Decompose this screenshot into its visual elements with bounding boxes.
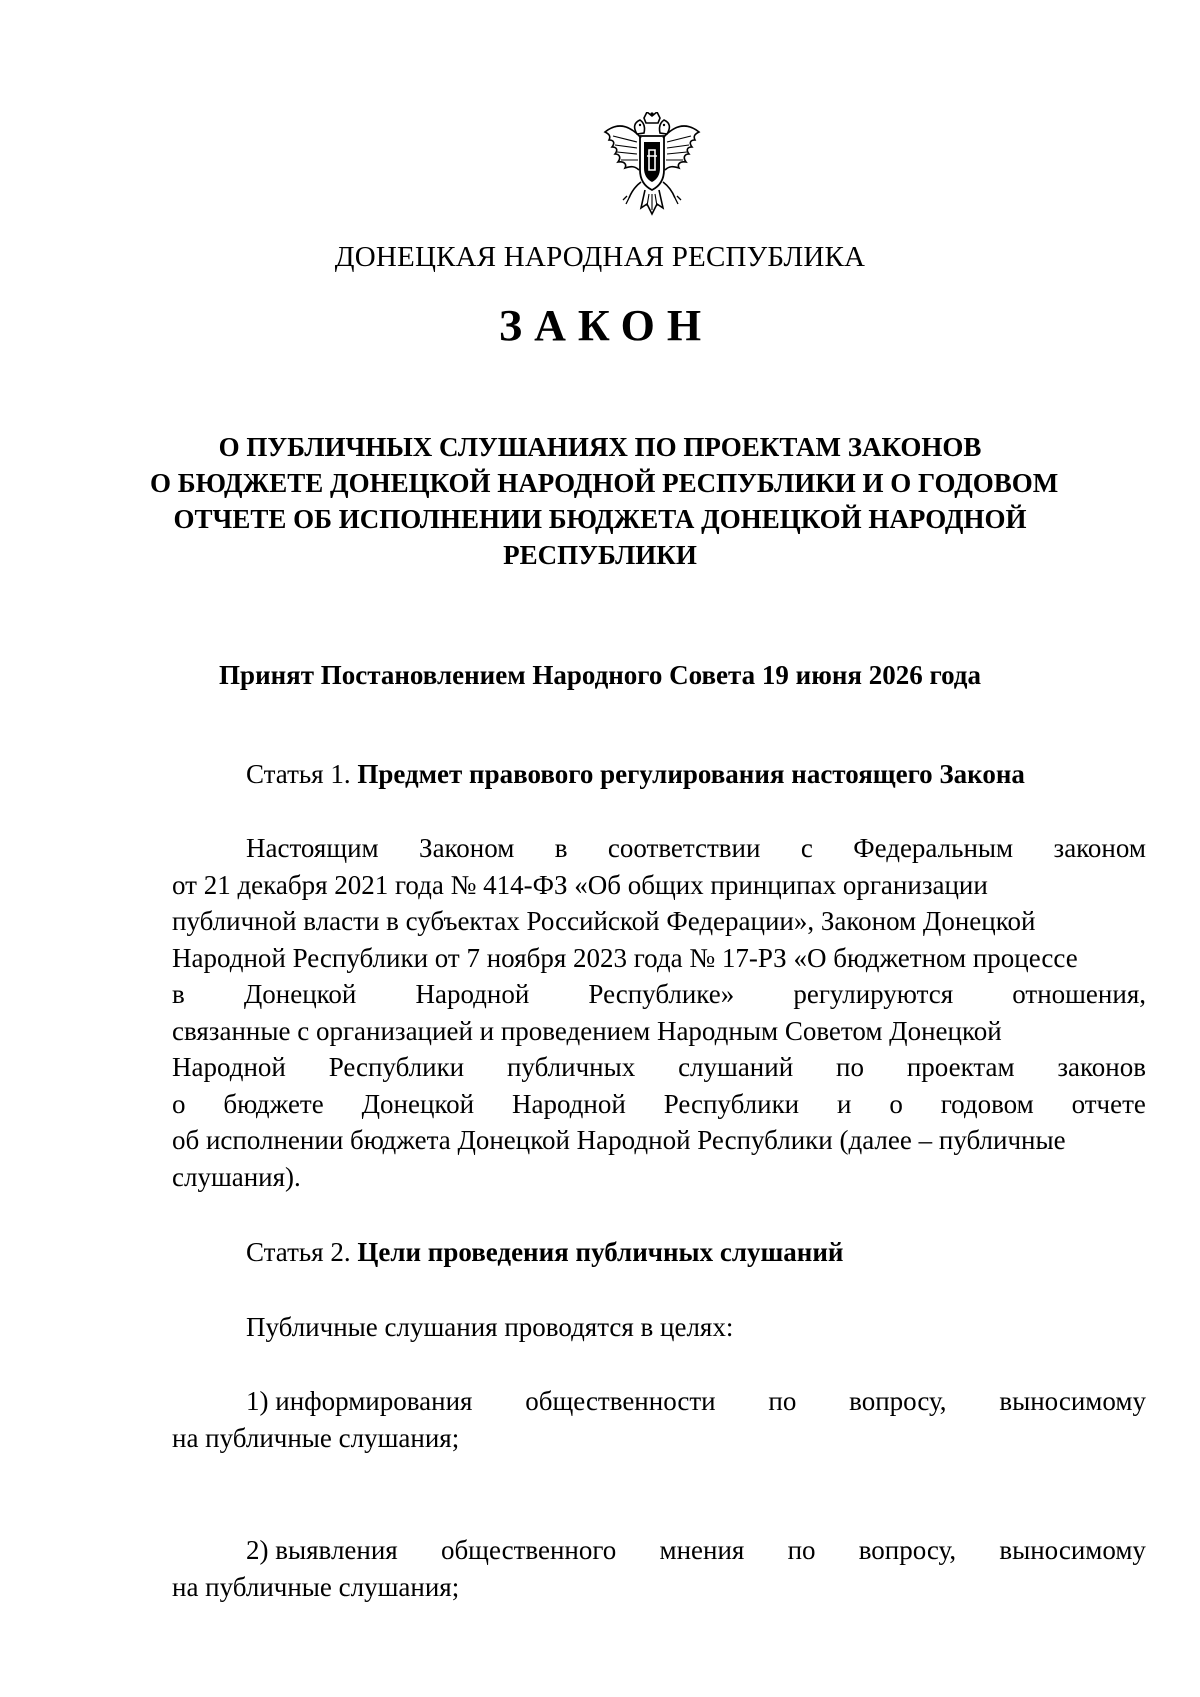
paragraph-word: в — [172, 979, 185, 1009]
paragraph-word: годовом — [940, 1088, 1034, 1119]
paragraph-line — [172, 1049, 1146, 1086]
paragraph-word: мнения — [659, 1535, 745, 1565]
article-1-label: Статья 1. — [246, 759, 351, 789]
paragraph-line — [172, 867, 1146, 904]
paragraph-word: 1) информирования — [246, 1386, 473, 1416]
law-title-line: ОТЧЕТЕ ОБ ИСПОЛНЕНИИ БЮДЖЕТА ДОНЕЦКОЙ НАРОДНОЙ — [173, 504, 1027, 534]
paragraph-line — [172, 1013, 1146, 1050]
law-title-line: О БЮДЖЕТЕ ДОНЕЦКОЙ НАРОДНОЙ РЕСПУБЛИКИ И О ГОДОВОМ — [150, 468, 1059, 498]
paragraph-word: регулируются — [793, 979, 954, 1009]
paragraph-word: соответствии — [607, 833, 761, 863]
article-2-label: Статья 2. — [246, 1237, 351, 1267]
paragraph-word: выносимому — [999, 1535, 1146, 1565]
paragraph-word: отношения, — [1012, 979, 1146, 1009]
paragraph-word: об исполнении бюджета Донецкой Народной Республики (далее – публичные — [172, 1125, 1066, 1155]
law-title — [150, 429, 1059, 573]
article-1-title: Предмет правового регулирования настоящего Закона — [357, 759, 1025, 789]
paragraph-word: Настоящим — [246, 833, 379, 863]
paragraph-word: публичной власти в субъектах Российской Федерации», Законом Донецкой — [172, 906, 1036, 936]
donetsk-coat-of-arms-icon — [597, 112, 707, 222]
law-title-line: РЕСПУБЛИКИ — [503, 540, 697, 570]
paragraph-word: слушания). — [172, 1161, 301, 1192]
paragraph-word: общественности — [525, 1386, 716, 1416]
paragraph-word: Федеральным — [853, 833, 1014, 863]
paragraph-line — [172, 1086, 1146, 1123]
paragraph-line — [172, 940, 1146, 977]
paragraph-word: Республики — [328, 1052, 465, 1082]
paragraph-word: проектам — [906, 1052, 1015, 1082]
paragraph-line — [172, 1122, 1146, 1159]
article-1-paragraph — [172, 830, 1146, 1195]
article-2-intro: Публичные слушания проводятся в целях: — [246, 1312, 734, 1342]
paragraph-word: Народной Республики от 7 ноября 2023 года № 17-РЗ «О бюджетном процессе — [172, 942, 1078, 973]
paragraph-word: бюджете — [223, 1088, 324, 1119]
paragraph-word: по — [787, 1535, 816, 1565]
paragraph-word: Законом — [419, 833, 515, 863]
article-2-heading — [246, 1234, 843, 1270]
paragraph-line — [172, 903, 1146, 940]
article-2-item-2 — [172, 1532, 1146, 1605]
paragraph-word: по — [768, 1386, 797, 1416]
adoption-statement: Принят Постановлением Народного Совета 19 июня 2026 года — [219, 660, 981, 690]
paragraph-word: общественного — [440, 1535, 617, 1565]
paragraph-word: законов — [1057, 1052, 1146, 1082]
paragraph-word: Народной — [415, 979, 530, 1009]
paragraph-word: отчете — [1071, 1088, 1146, 1119]
paragraph-word: и — [837, 1088, 852, 1119]
paragraph-word: на публичные слушания; — [172, 1422, 460, 1453]
paragraph-line — [172, 976, 1146, 1013]
paragraph-word: Народной — [172, 1052, 286, 1082]
paragraph-line — [172, 1383, 1146, 1420]
paragraph-word: о — [172, 1088, 186, 1119]
paragraph-word: Донецкой — [361, 1088, 475, 1119]
paragraph-word: Донецкой — [243, 979, 357, 1009]
republic-name: ДОНЕЦКАЯ НАРОДНАЯ РЕСПУБЛИКА — [334, 241, 866, 273]
paragraph-word: о — [889, 1088, 903, 1119]
paragraph-word: Республике» — [588, 979, 735, 1009]
paragraph-line — [172, 1532, 1146, 1569]
paragraph-word: законом — [1053, 833, 1146, 863]
paragraph-word: 2) выявления — [246, 1535, 398, 1565]
paragraph-line — [172, 830, 1146, 867]
paragraph-word: выносимому — [999, 1386, 1146, 1416]
paragraph-word: вопросу, — [858, 1535, 957, 1565]
law-title-line: О ПУБЛИЧНЫХ СЛУШАНИЯХ ПО ПРОЕКТАМ ЗАКОНОВ — [218, 432, 982, 462]
document-type: ЗАКОН — [498, 301, 714, 350]
article-2-title: Цели проведения публичных слушаний — [357, 1237, 844, 1267]
paragraph-word: по — [836, 1052, 864, 1082]
paragraph-word: слушаний — [678, 1052, 794, 1082]
paragraph-word: публичных — [506, 1052, 636, 1082]
paragraph-line — [172, 1159, 1146, 1196]
paragraph-word: Республики — [663, 1088, 800, 1119]
paragraph-line — [172, 1420, 1146, 1457]
paragraph-word: Народной — [511, 1088, 626, 1119]
paragraph-word: связанные с организацией и проведением Народным Советом Донецкой — [172, 1015, 1002, 1046]
article-2-item-1 — [172, 1383, 1146, 1456]
paragraph-line — [172, 1569, 1146, 1606]
paragraph-word: в — [554, 833, 568, 863]
paragraph-word: на публичные слушания; — [172, 1571, 460, 1602]
paragraph-word: с — [800, 833, 813, 863]
article-1-heading — [246, 756, 1025, 792]
paragraph-word: вопросу, — [849, 1386, 947, 1416]
paragraph-word: от 21 декабря 2021 года № 414-ФЗ «Об общих принципах организации — [172, 869, 988, 900]
